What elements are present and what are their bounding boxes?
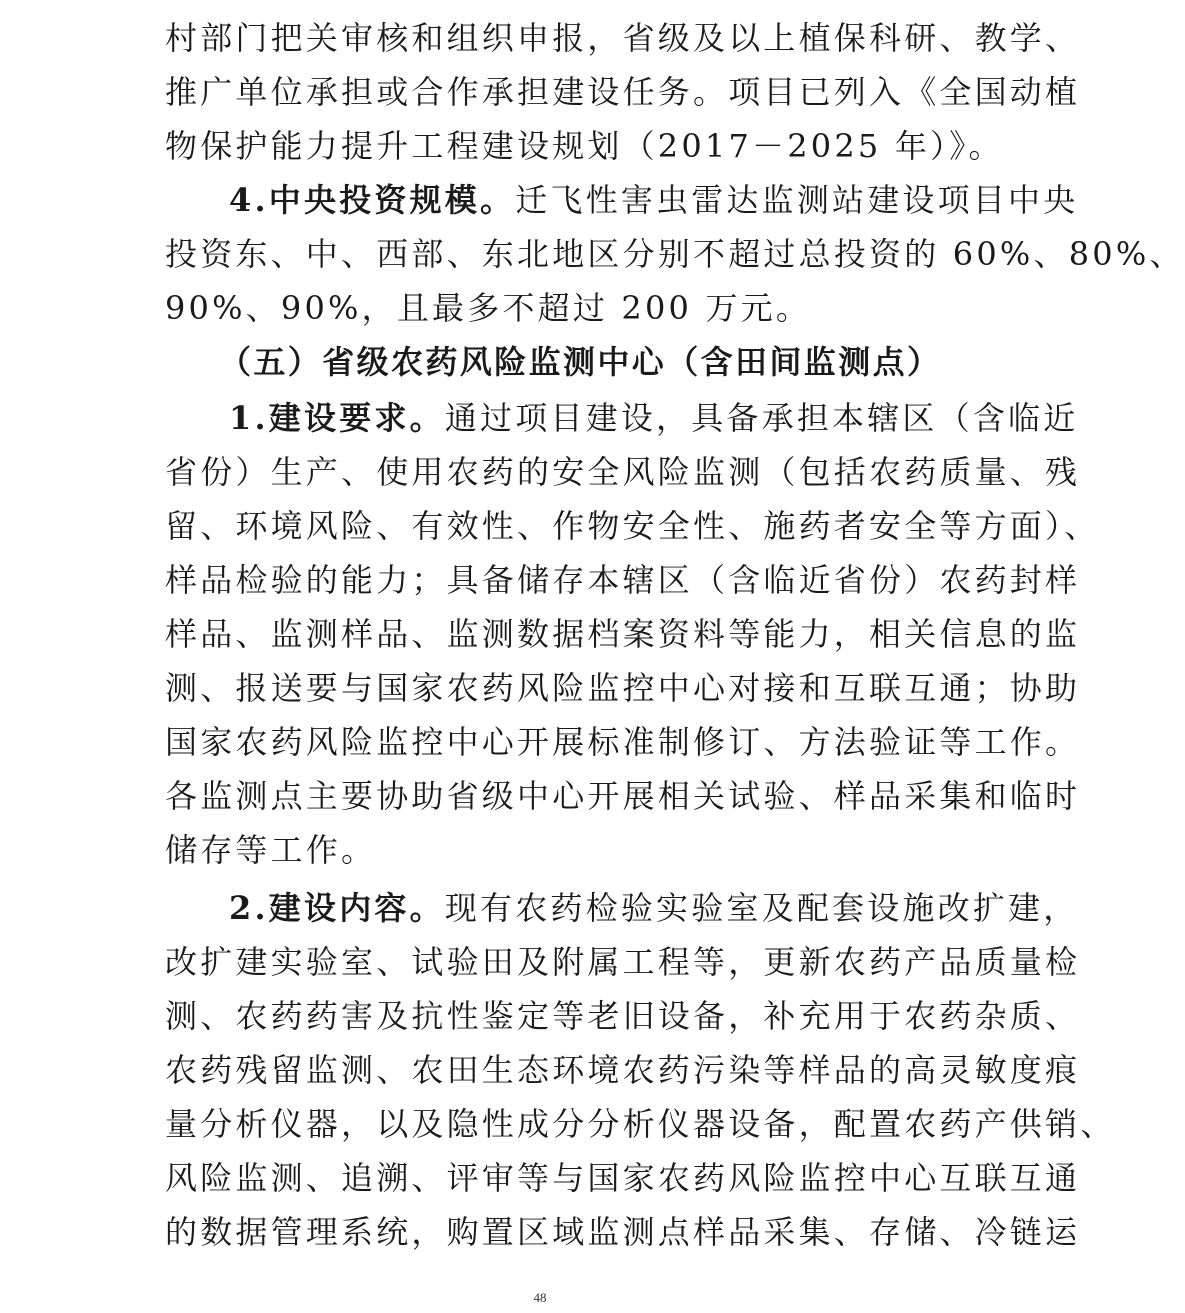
paragraph-first-line [165, 398, 1079, 438]
section-lead-heading: 1.建设要求。 [229, 399, 445, 437]
body-line [165, 1050, 1081, 1090]
body-line [165, 722, 1081, 762]
body-line [165, 560, 1081, 600]
body-line [165, 18, 1081, 58]
body-line [165, 72, 1081, 112]
body-text: 现有农药检验实验室及配套设施改扩建， [444, 889, 1079, 927]
body-text: 量分析仪器，以及隐性成分分析仪器设备，配置农药产供销、 [165, 1105, 1116, 1143]
paragraph-first-line [165, 888, 1079, 928]
body-line [165, 614, 1081, 654]
body-text: 各监测点主要协助省级中心开展相关试验、样品采集和临时 [165, 777, 1081, 815]
section-lead-heading: 4.中央投资规模。 [229, 181, 516, 219]
body-text: 通过项目建设，具备承担本辖区（含临近 [444, 399, 1079, 437]
body-text: 物保护能力提升工程建设规划（2017－2025 年）》。 [165, 127, 1004, 165]
body-text: 改扩建实验室、试验田及附属工程等，更新农药产品质量检 [165, 943, 1081, 981]
paragraph-first-line [165, 180, 1079, 220]
body-line [165, 668, 1081, 708]
body-text: 的数据管理系统，购置区域监测点样品采集、存储、冷链运 [165, 1213, 1081, 1251]
section-lead-heading: 2.建设内容。 [229, 889, 445, 927]
body-text: 风险监测、追溯、评审等与国家农药风险监控中心互联互通 [165, 1159, 1081, 1197]
body-text: 农药残留监测、农田生态环境农药污染等样品的高灵敏度痕 [165, 1051, 1081, 1089]
body-text: 国家农药风险监控中心开展标准制修订、方法验证等工作。 [165, 723, 1081, 761]
body-line [165, 506, 1100, 546]
body-text: 推广单位承担或合作承担建设任务。项目已列入《全国动植 [165, 73, 1081, 111]
body-line [165, 126, 1004, 166]
body-line [165, 830, 925, 870]
body-text: 样品、监测样品、监测数据档案资料等能力，相关信息的监 [165, 615, 1081, 653]
body-text: 村部门把关审核和组织申报，省级及以上植保科研、教学、 [165, 19, 1081, 57]
body-line [165, 776, 1081, 816]
body-line [165, 288, 925, 328]
body-text: 90%、90%，且最多不超过 200 万元。 [165, 289, 812, 327]
body-line [165, 234, 1185, 274]
body-text: 省份）生产、使用农药的安全风险监测（包括农药质量、残 [165, 453, 1081, 491]
section-heading [165, 342, 942, 382]
body-line [165, 996, 1081, 1036]
body-line [165, 1104, 1116, 1144]
body-text: 测、报送要与国家农药风险监控中心对接和互联互通；协助 [165, 669, 1081, 707]
page-number: 48 [533, 1290, 547, 1305]
body-text: 迁飞性害虫雷达监测站建设项目中央 [515, 181, 1079, 219]
body-line [165, 452, 1081, 492]
body-line [165, 942, 1081, 982]
body-text: 测、农药药害及抗性鉴定等老旧设备，补充用于农药杂质、 [165, 997, 1081, 1035]
body-text: 样品检验的能力；具备储存本辖区（含临近省份）农药封样 [165, 561, 1081, 599]
body-text: 储存等工作。 [165, 831, 377, 869]
body-line [165, 1158, 1081, 1198]
body-text: 留、环境风险、有效性、作物安全性、施药者安全等方面）、 [165, 507, 1100, 545]
body-line [165, 1212, 1081, 1252]
section-heading-text: （五）省级农药风险监测中心（含田间监测点） [219, 343, 942, 381]
body-text: 投资东、中、西部、东北地区分别不超过总投资的 60%、80%、 [165, 235, 1185, 273]
